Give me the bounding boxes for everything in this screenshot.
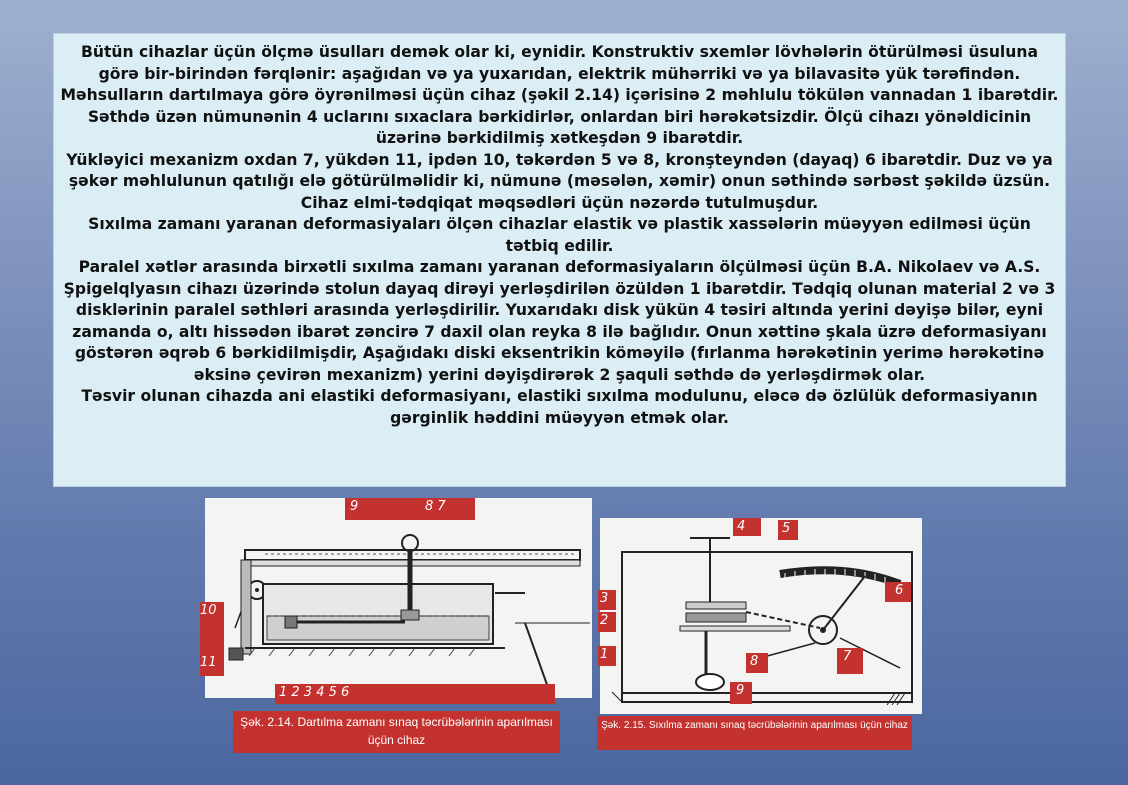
label-8: 8 xyxy=(746,653,768,673)
label-9: 9 xyxy=(730,682,752,704)
label-10: 10 xyxy=(200,602,224,646)
paragraph-1: Bütün cihazlar üçün ölçmə üsulları demək olar ki, eynidir. Konstruktiv sxemlər lövhələrin ötürülməsi üsuluna görə bir-birindən fərqlənir: aşağıdan və ya yuxarıdan, elektrik mühərriki və ya bilavasitə yük tərəfindən. xyxy=(80,43,1039,83)
paragraph-5: Paralel xətlər arasında birxətli sıxılma zamanı yaranan deformasiyaların ölçülməsi üçün B.A. Nikolaev və A.S. Şpigelqlyasın cihazı üzərində stolun dayaq dirəyi yerləşdirilən özüldən 1 ibarətdir. Tədqiq olunan material 2 və 3 disklərinin paralel səthləri arasında yerləşdirilir. Yuxarıdakı disk yükün 4 təsiri altında yerini dəyişə bilər, eyni zamanda o, altı hissədən ibarət zəncirə 7 daxil olan reyka 8 ilə bağlıdır. Onun xəttinə şkala üzrə deformasiyanı göstərən əqrəb 6 bərkidilmişdir, Aşağıdakı diski eksentrikin köməyilə (fırlanma hərəkətinin yerimə hərəkətinə əksinə çevirən mexanizm) yerini dəyişdirərək 2 şaquli səthdə də yerləşdirmək olar. xyxy=(63,258,1056,384)
paragraph-2: Məhsulların dartılmaya görə öyrənilməsi üçün cihaz (şəkil 2.14) içərisinə 2 məhlulu tökülən vannadan 1 ibarətdir. Səthdə üzən nümunənin 4 uclarını sıxaclara bərkidirlər, onlardan biri hərəkətsizdir. Ölçü cihazı yönəldicinin üzərinə bərkidilmiş xətkeşdən 9 ibarətdir. xyxy=(60,86,1059,147)
label-11: 11 xyxy=(200,646,224,676)
label-8-7: 8 7 xyxy=(403,498,475,520)
label-5: 5 xyxy=(778,520,798,540)
description-text-box xyxy=(53,33,1066,487)
figure-2-14-caption: Şək. 2.14. Dartılma zamanı sınaq təcrübələrinin aparılması üçün cihaz xyxy=(233,711,560,753)
paragraph-3: Yükləyici mexanizm oxdan 7, yükdən 11, ipdən 10, təkərdən 5 və 8, kronşteyndən (dayaq) 6 ibarətdir. Duz və ya şəkər məhlulunun qatılığı elə götürülməlidir ki, nümunə (məsələn, xəmir) onun səthində sərbəst şəkildə üzsün. Cihaz elmi-tədqiqat məqsədləri üçün nəzərdə tutulmuşdur. xyxy=(66,150,1053,212)
label-4: 4 xyxy=(733,518,761,536)
label-7: 7 xyxy=(837,648,863,674)
compression-device-drawing xyxy=(600,518,922,714)
label-bottom-numbers: 1 2 3 4 5 6 xyxy=(275,684,555,704)
label-9: 9 xyxy=(345,498,403,520)
paragraph-6: Təsvir olunan cihazda ani elastiki deformasiyanı, elastiki sıxılma modulunu, eləcə də özlülük deformasiyanın gərginlik həddini müəyyən etmək olar. xyxy=(81,387,1038,427)
label-2: 2 xyxy=(598,612,616,632)
label-1: 1 xyxy=(598,646,616,666)
label-3: 3 xyxy=(598,590,616,610)
figure-tension-device xyxy=(200,498,592,700)
label-6: 6 xyxy=(885,582,911,602)
paragraph-4: Sıxılma zamanı yaranan deformasiyaları ölçən cihazlar elastik və plastik xassələrin müəyyən edilməsi üçün tətbiq edilir. xyxy=(88,215,1031,255)
figure-compression-device xyxy=(600,518,922,714)
figure-2-15-caption: Şək. 2.15. Sıxılma zamanı sınaq təcrübələrinin aparılması üçün cihaz xyxy=(597,716,912,750)
tension-device-drawing xyxy=(205,498,592,698)
